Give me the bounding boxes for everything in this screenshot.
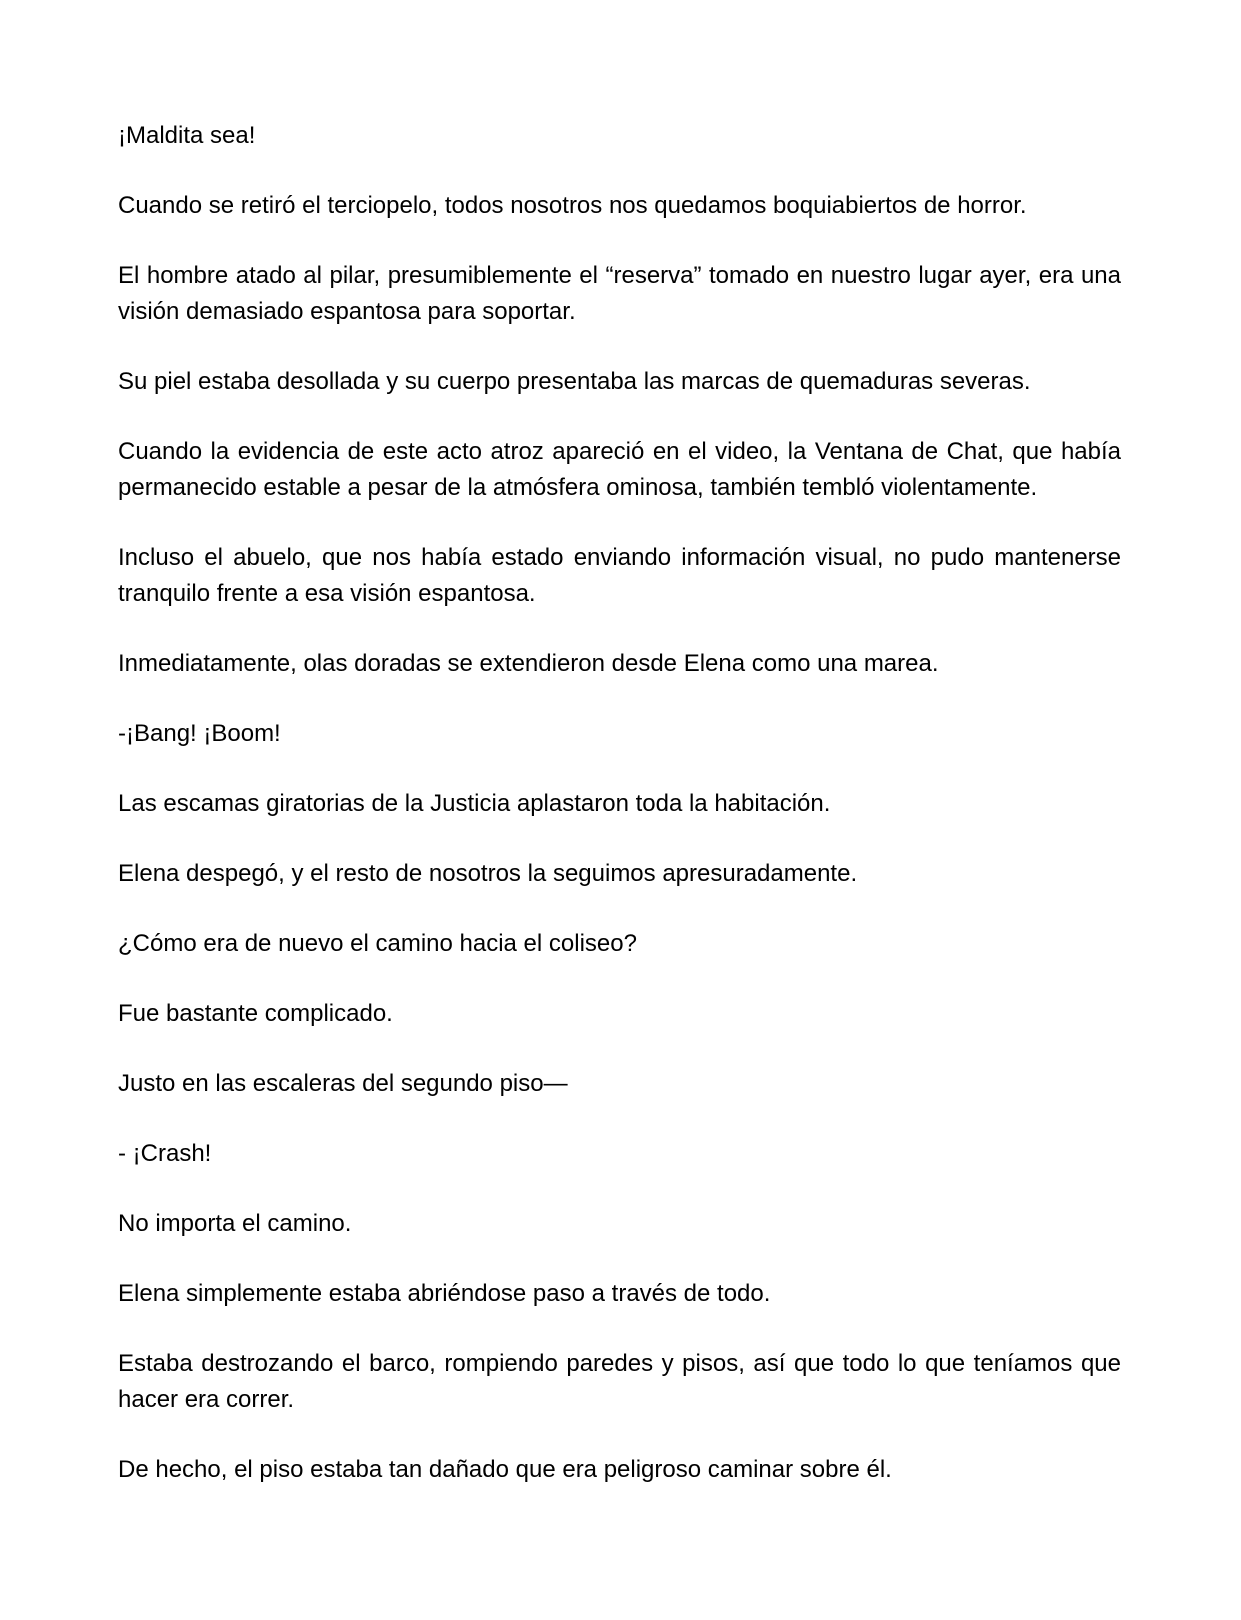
paragraph: No importa el camino. — [118, 1210, 352, 1237]
paragraph: De hecho, el piso estaba tan dañado que era peligroso caminar sobre él. — [118, 1456, 892, 1483]
paragraph: El hombre atado al pilar, presumiblemente el “reserva” tomado en nuestro lugar ayer, era una visión demasiado espantosa para soportar. — [118, 262, 1121, 325]
paragraph: - ¡Crash! — [118, 1140, 212, 1167]
paragraph: -¡Bang! ¡Boom! — [118, 720, 281, 747]
paragraph: Cuando la evidencia de este acto atroz apareció en el video, la Ventana de Chat, que había permanecido estable a pesar de la atmósfera ominosa, también tembló violentamente. — [118, 438, 1121, 501]
paragraph: Fue bastante complicado. — [118, 1000, 393, 1027]
paragraph: Incluso el abuelo, que nos había estado enviando información visual, no pudo mantenerse tranquilo frente a esa visión espantosa. — [118, 544, 1121, 607]
paragraph: Las escamas giratorias de la Justicia aplastaron toda la habitación. — [118, 790, 831, 817]
paragraph: Elena simplemente estaba abriéndose paso a través de todo. — [118, 1280, 771, 1307]
paragraph: Su piel estaba desollada y su cuerpo presentaba las marcas de quemaduras severas. — [118, 368, 1031, 395]
paragraph: Estaba destrozando el barco, rompiendo paredes y pisos, así que todo lo que teníamos que hacer era correr. — [118, 1350, 1121, 1413]
paragraph: ¿Cómo era de nuevo el camino hacia el coliseo? — [118, 930, 637, 957]
paragraph: ¡Maldita sea! — [118, 122, 256, 149]
paragraph: Inmediatamente, olas doradas se extendieron desde Elena como una marea. — [118, 650, 939, 677]
paragraph: Justo en las escaleras del segundo piso— — [118, 1070, 568, 1097]
paragraph: Cuando se retiró el terciopelo, todos nosotros nos quedamos boquiabiertos de horror. — [118, 192, 1027, 219]
document-page — [118, 118, 1121, 1522]
paragraph: Elena despegó, y el resto de nosotros la seguimos apresuradamente. — [118, 860, 858, 887]
